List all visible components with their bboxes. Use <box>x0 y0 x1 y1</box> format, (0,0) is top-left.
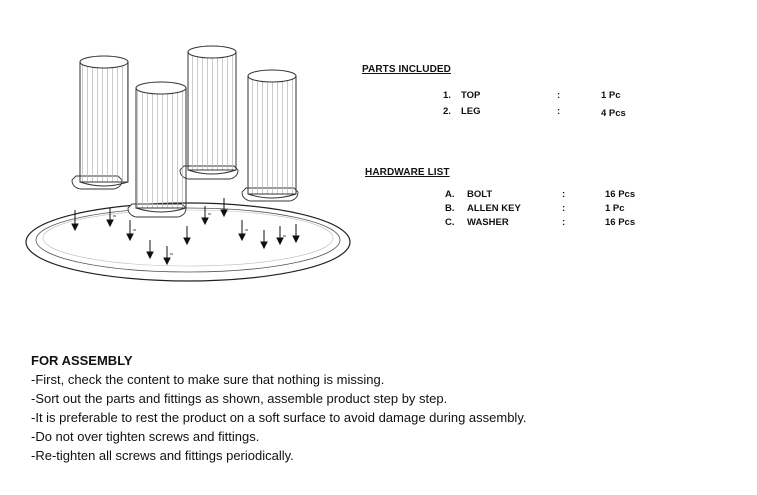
hardware-letter: A. <box>445 189 455 200</box>
assembly-step: -Re-tighten all screws and fittings periodically. <box>31 448 294 463</box>
hardware-quantity: 16 Pcs <box>605 217 636 228</box>
hardware-letter: B. <box>445 203 455 214</box>
hardware-name: ALLEN KEY <box>467 203 521 214</box>
assembly-illustration <box>20 40 360 285</box>
assembly-step: -First, check the content to make sure that nothing is missing. <box>31 372 385 387</box>
separator: : <box>557 90 561 101</box>
part-quantity: 4 Pcs <box>601 108 626 119</box>
part-number: 2. <box>443 106 451 117</box>
assembly-step: -It is preferable to rest the product on a soft surface to avoid damage during assembly. <box>31 410 527 425</box>
leg-front-left <box>128 82 186 217</box>
hardware-name: WASHER <box>467 217 509 228</box>
parts-included-heading: PARTS INCLUDED <box>362 64 451 75</box>
assembly-step: -Do not over tighten screws and fittings. <box>31 429 260 444</box>
assembly-title: FOR ASSEMBLY <box>31 353 133 368</box>
leg-back-center <box>180 46 238 179</box>
hardware-name: BOLT <box>467 189 493 200</box>
leg-right <box>242 70 298 201</box>
part-name: LEG <box>461 106 481 117</box>
hardware-letter: C. <box>445 217 455 228</box>
hardware-quantity: 16 Pcs <box>605 189 636 200</box>
part-number: 1. <box>443 90 451 101</box>
separator: : <box>557 106 561 117</box>
part-name: TOP <box>461 90 481 101</box>
leg-back-left <box>72 56 128 189</box>
hardware-list-heading: HARDWARE LIST <box>365 167 450 178</box>
separator: : <box>562 203 566 214</box>
part-quantity: 1 Pc <box>601 90 621 101</box>
assembly-step: -Sort out the parts and fittings as shown, assemble product step by step. <box>31 391 448 406</box>
hardware-quantity: 1 Pc <box>605 203 625 214</box>
assembly-instructions <box>31 352 651 465</box>
separator: : <box>562 189 566 200</box>
separator: : <box>562 217 566 228</box>
